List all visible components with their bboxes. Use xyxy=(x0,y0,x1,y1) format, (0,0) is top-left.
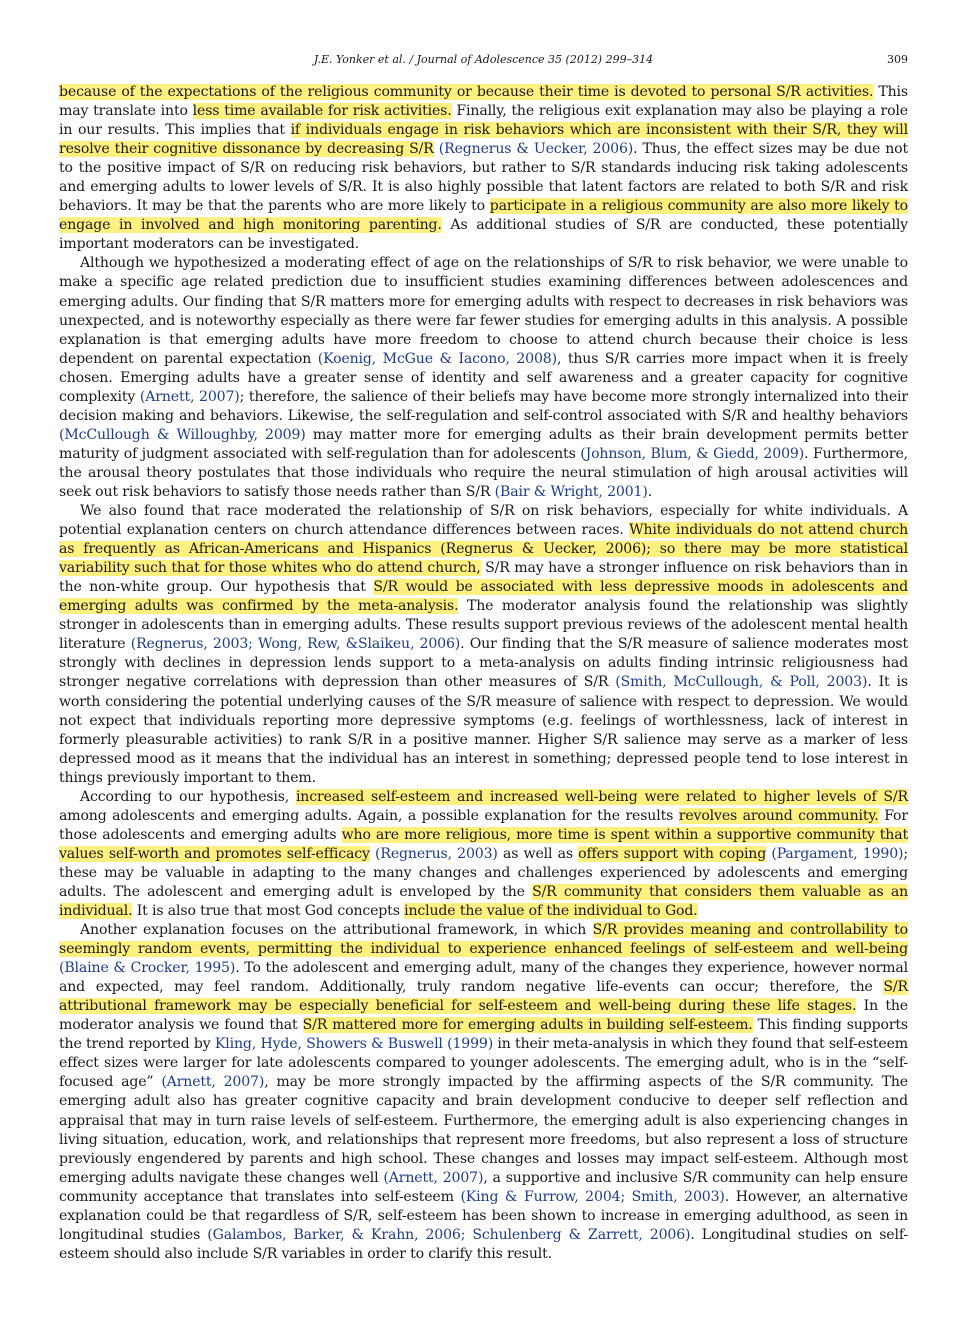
highlighted-text: S/R would be associated with less depressive moods in adolescents and emerging adults was confirmed by the meta-analysis. xyxy=(59,579,908,615)
article-body xyxy=(59,83,908,1264)
citation-link[interactable]: (Bair & Wright, 2001) xyxy=(494,483,648,500)
body-text-segment: , may be more strongly impacted by the affirming aspects of the S/R community. The emerging adult also has greater cognitive capacity and brain development conducive to deeper self reflection and appraisal that may in turn raise levels of self-esteem. Furthermore, the emerging adult is also experiencing changes in living situation, education, work, and relationships that represent more freedoms, but also represent a loss of structure previously engendered by parents and high school. These changes and losses may impact self-esteem. Although most emerging adults navigate these changes well xyxy=(59,1074,909,1186)
body-text-segment: ; therefore, the salience of their beliefs may have become more strongly internalized into their decision making and behaviors. Likewise, the self-regulation and self-control associated with S/R and healthy behaviors xyxy=(59,388,908,424)
highlighted-text: S/R attributional framework may be especially beneficial for self-esteem and well-being during these life stages. xyxy=(59,979,908,1015)
highlighted-text: less time available for risk activities. xyxy=(192,103,452,120)
body-text-segment: as well as xyxy=(497,845,579,862)
citation-link[interactable]: (Regnerus, 2003) xyxy=(375,845,498,862)
body-text-segment: , a supportive and inclusive S/R community can help ensure community acceptance that translates into self-esteem xyxy=(59,1169,908,1205)
body-text-segment: Another explanation focuses on the attributional framework, in which xyxy=(80,922,593,939)
highlighted-text: if individuals engage in risk behaviors which are inconsistent with their S/R, they will resolve their cognitive dissonance by decreasing S/R xyxy=(59,122,908,158)
paragraph xyxy=(59,83,908,254)
citation-link[interactable]: (Regnerus, 2003; Wong, Rew, &Slaikeu, 2006) xyxy=(130,636,461,653)
citation-link[interactable]: (Regnerus & Uecker, 2006) xyxy=(438,141,634,158)
highlighted-text: White individuals do not attend church as frequently as African-Americans and Hispanics (Regnerus & Uecker, 2006); so there may be more statistical variability such that for those whites who do attend church, xyxy=(59,522,908,577)
body-text-segment: Although we hypothesized a moderating effect of age on the relationships of S/R to risk behavior, we were unable to make a specific age related prediction due to insufficient studies examining differences between adolescences and emerging adults. Our finding that S/R matters more for emerging adults with respect to decreases in risk behaviors was unexpected, and is noteworthy especially as there were far fewer studies for emerging adults in this analysis. A possible explanation is that emerging adults have more freedom to choose to attend church because their choice is less dependent on parental expectation xyxy=(59,255,908,367)
citation-link[interactable]: (Arnett, 2007) xyxy=(139,388,240,405)
citation-link[interactable]: (Blaine & Crocker, 1995) xyxy=(59,960,236,977)
body-text-segment: S/R may have a stronger influence on risk behaviors than in the non-white group. Our hypothesis that xyxy=(59,560,908,596)
body-text-segment: In the moderator analysis we found that xyxy=(59,998,908,1034)
citation-link[interactable]: (Pargament, 1990) xyxy=(771,845,904,862)
paragraph xyxy=(59,921,908,1264)
citation-link[interactable]: (Johnson, Blum, & Giedd, 2009) xyxy=(580,445,805,462)
citation-link[interactable]: (Smith, McCullough, & Poll, 2003) xyxy=(615,674,868,691)
citation-link[interactable]: (King & Furrow, 2004; Smith, 2003) xyxy=(460,1188,725,1205)
citation-link[interactable]: (Galambos, Barker, & Krahn, 2006; Schulenberg & Zarrett, 2006) xyxy=(207,1226,691,1243)
body-text-segment: . Our finding that the S/R measure of salience moderates most strongly with declines in depression lends support to a meta-analysis on adults finding intrinsic religiousness had stronger negative correlations with depression than other measures of S/R xyxy=(59,636,909,691)
highlighted-text: include the value of the individual to God. xyxy=(404,903,698,920)
highlighted-text: S/R provides meaning and controllability to seemingly random events, permitting the individual to experience enhanced feelings of self-esteem and well-being xyxy=(59,922,908,958)
body-text-segment: ; these may be valuable in adapting to the many changes and challenges experienced by adolescents and emerging adults. The adolescent and emerging adult is enveloped by the xyxy=(59,845,908,900)
body-text-segment: . To the adolescent and emerging adult, many of the changes they experience, however normal and expected, may feel random. Additionally, truly random negative life-events can occur; therefore, the xyxy=(59,960,909,996)
journal-citation-header: J.E. Yonker et al. / Journal of Adolescence 35 (2012) 299–314 xyxy=(313,53,654,66)
body-text-segment: For those adolescents and emerging adults xyxy=(59,807,908,843)
body-text-segment: . Longitudinal studies on self-esteem should also include S/R variables in order to clarify this result. xyxy=(59,1226,909,1262)
citation-link[interactable]: (Arnett, 2007) xyxy=(161,1074,265,1091)
highlighted-text: who are more religious, more time is spent within a supportive community that values self-worth and promotes self-efficacy xyxy=(59,826,908,862)
body-text-segment: As additional studies of S/R are conducted, these potentially important moderators can be investigated. xyxy=(59,217,908,253)
body-text-segment: , thus S/R carries more impact when it is freely chosen. Emerging adults have a greater sense of identity and self awareness and a greater capacity for cognitive complexity xyxy=(59,350,908,405)
highlighted-text: participate in a religious community are also more likely to engage in involved and high monitoring parenting. xyxy=(59,198,908,234)
body-text-segment: among adolescents and emerging adults. Again, a possible explanation for the results xyxy=(59,807,679,824)
highlighted-text: increased self-esteem and increased well-being were related to higher levels of S/R xyxy=(295,788,908,805)
paragraph xyxy=(59,502,908,788)
running-header xyxy=(59,52,908,68)
citation-link[interactable]: Kling, Hyde, Showers & Buswell (1999) xyxy=(214,1036,494,1053)
body-text-segment: in their meta-analysis in which they found that self-esteem effect sizes were larger for late adolescents compared to younger adolescents. The emerging adult, who is in the “self-focused age” xyxy=(59,1036,909,1091)
citation-link[interactable]: (Koenig, McGue & Iacono, 2008) xyxy=(317,350,557,367)
highlighted-text: S/R mattered more for emerging adults in building self-esteem. xyxy=(302,1017,753,1034)
body-text-segment: . It is worth considering the potential underlying causes of the S/R measure of salience with respect to depression. We would not expect that individuals reporting more depressive symptoms (e.g. feelings of worthlessness, lack of interest in formerly pleasurable activities) to rank S/R in a positive manner. Higher S/R salience may serve as a marker of less depressed mood as it means that the individual has an interest in something; depressed people tend to lose interest in things previously important to them. xyxy=(59,674,908,786)
body-text-segment: According to our hypothesis, xyxy=(80,788,296,805)
body-text-segment: may matter more for emerging adults as their brain development permits better maturity of judgment associated with self-regulation than for adolescents xyxy=(59,426,908,462)
body-text-segment: Finally, the religious exit explanation may also be playing a role in our results. This implies that xyxy=(59,103,908,139)
body-text-segment: We also found that race moderated the relationship of S/R on risk behaviors, especially for white individuals. A potential explanation centers on church attendance differences between races. xyxy=(59,503,908,539)
body-text-segment: . However, an alternative explanation could be that regardless of S/R, self-esteem has been shown to increase in emerging adulthood, as seen in longitudinal studies xyxy=(59,1188,908,1243)
highlighted-text: offers support with coping xyxy=(578,845,767,862)
citation-link[interactable]: (Arnett, 2007) xyxy=(383,1169,484,1186)
highlighted-text: S/R community that considers them valuable as an individual. xyxy=(59,883,908,920)
citation-link[interactable]: (McCullough & Willoughby, 2009) xyxy=(59,426,306,443)
highlighted-text: because of the expectations of the religious community or because their time is devoted to personal S/R activities. xyxy=(59,84,874,100)
body-text-segment: . Thus, the effect sizes may be due not to the positive impact of S/R on reducing risk behaviors, but rather to S/R standards inducing risk taking adolescents and emerging adults to lower levels of S/R. It is also highly possible that latent factors are related to both S/R and risk behaviors. It may be that the parents who are more likely to xyxy=(59,141,908,215)
highlighted-text: revolves around community. xyxy=(678,807,879,824)
body-text-segment: This may translate into xyxy=(59,84,908,120)
paragraph xyxy=(59,254,908,502)
body-text-segment: . xyxy=(647,483,653,500)
body-text-segment: The moderator analysis found the relationship was slightly stronger in adolescents than in emerging adults. These results support previous reviews of the adolescent mental health literature xyxy=(59,598,908,653)
paragraph xyxy=(59,788,908,921)
page-number: 309 xyxy=(887,53,908,66)
body-text-segment: . Furthermore, the arousal theory postulates that those individuals who require the neural stimulation of high arousal activities will seek out risk behaviors to satisfy those needs rather than S/R xyxy=(59,445,908,500)
body-text-segment: This finding supports the trend reported by xyxy=(59,1017,909,1053)
body-text-segment: It is also true that most God concepts xyxy=(132,903,405,920)
